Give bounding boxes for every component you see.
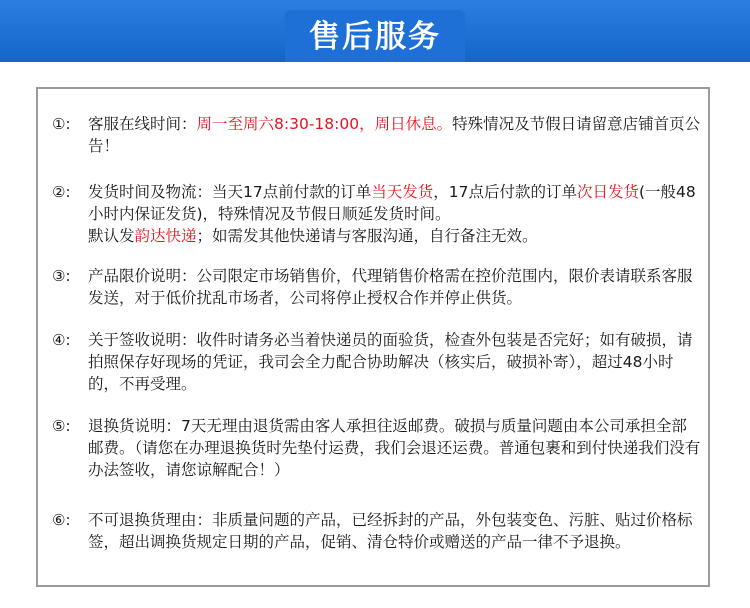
highlight-text: 次日发货: [576, 183, 639, 201]
body-text: 特殊情况及节假日请留意店铺首页公告！: [88, 115, 701, 155]
item-number: ①:: [52, 115, 71, 133]
body-text: ，17点后付款的订单: [433, 183, 577, 201]
item-number: ④:: [52, 331, 71, 349]
body-text: 退换货说明：7天无理由退货需由客人承担往返邮费。破损与质量问题由本公司承担全部邮费。（请您在办理退换货时先垫付运费，我们会退还运费。普通包裹和到付快递我们没有办法签收，请您谅解配合！）: [88, 417, 701, 479]
item-text: [88, 181, 702, 247]
body-text: ；如需发其他快递请与客服沟通，自行备注无效。: [196, 227, 538, 245]
policy-item-delivery-receipt: [52, 329, 702, 395]
policy-item-shipping: [52, 181, 702, 247]
body-text: (一般48小时内保证发货)，特殊情况及节假日顺延发货时间。: [88, 183, 696, 223]
body-text: 不可退换货理由：非质量问题的产品，已经拆封的产品，外包装变色、污脏、贴过价格标签，超出调换货规定日期的产品，促销、清仓特价或赠送的产品一律不予退换。: [88, 511, 693, 551]
item-number: ②:: [52, 183, 71, 201]
body-text: 发货时间及物流：当天17点前付款的订单: [88, 183, 372, 201]
after-sales-policy-panel: [36, 87, 710, 587]
item-text: [88, 415, 702, 481]
policy-item-non-returnable: [52, 509, 702, 553]
item-number: ⑤:: [52, 417, 71, 435]
highlight-text: 当天发货: [371, 183, 434, 201]
policy-item-service-hours: [52, 113, 702, 157]
body-text: 产品限价说明：公司限定市场销售价，代理销售价格需在控价范围内，限价表请联系客服发送，对于低价扰乱市场者，公司将停止授权合作并停止供货。: [88, 267, 693, 307]
item-text: [88, 509, 702, 553]
policy-item-returns: [52, 415, 702, 481]
highlight-text: 韵达快递: [134, 227, 197, 245]
item-text: [88, 329, 702, 395]
item-text: [88, 113, 702, 157]
highlight-text: 周一至周六8:30-18:00，周日休息。: [196, 115, 453, 133]
item-text: [88, 265, 702, 309]
body-text: 客服在线时间：: [88, 115, 197, 133]
item-number: ③:: [52, 267, 71, 285]
body-text: 默认发: [88, 227, 135, 245]
item-number: ⑥:: [52, 511, 71, 529]
policy-item-price-limit: [52, 265, 702, 309]
page-title: 售后服务: [285, 10, 465, 62]
body-text: 关于签收说明：收件时请务必当着快递员的面验货，检查外包装是否完好；如有破损，请拍照保存好现场的凭证，我司会全力配合协助解决（核实后，破损补寄），超过48小时的，不再受理。: [88, 331, 693, 393]
